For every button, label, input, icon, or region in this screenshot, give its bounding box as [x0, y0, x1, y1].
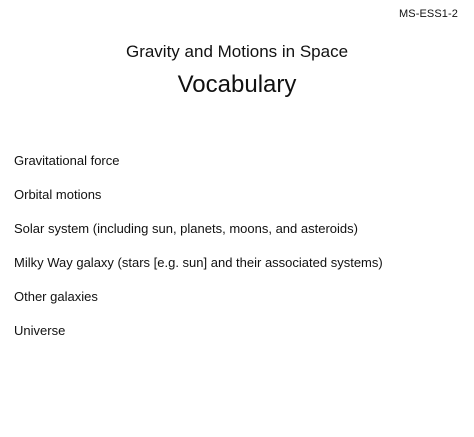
standard-code: MS-ESS1-2 [399, 8, 458, 20]
vocabulary-item: Solar system (including sun, planets, moons, and asteroids) [14, 221, 358, 236]
vocabulary-item: Milky Way galaxy (stars [e.g. sun] and their associated systems) [14, 255, 383, 270]
vocabulary-list [14, 153, 464, 357]
vocabulary-item: Other galaxies [14, 289, 98, 304]
page-title: Vocabulary [177, 71, 297, 98]
vocabulary-item: Orbital motions [14, 187, 102, 202]
vocabulary-item: Gravitational force [14, 153, 120, 168]
vocabulary-item: Universe [14, 323, 66, 338]
topic-heading: Gravity and Motions in Space [125, 42, 349, 61]
